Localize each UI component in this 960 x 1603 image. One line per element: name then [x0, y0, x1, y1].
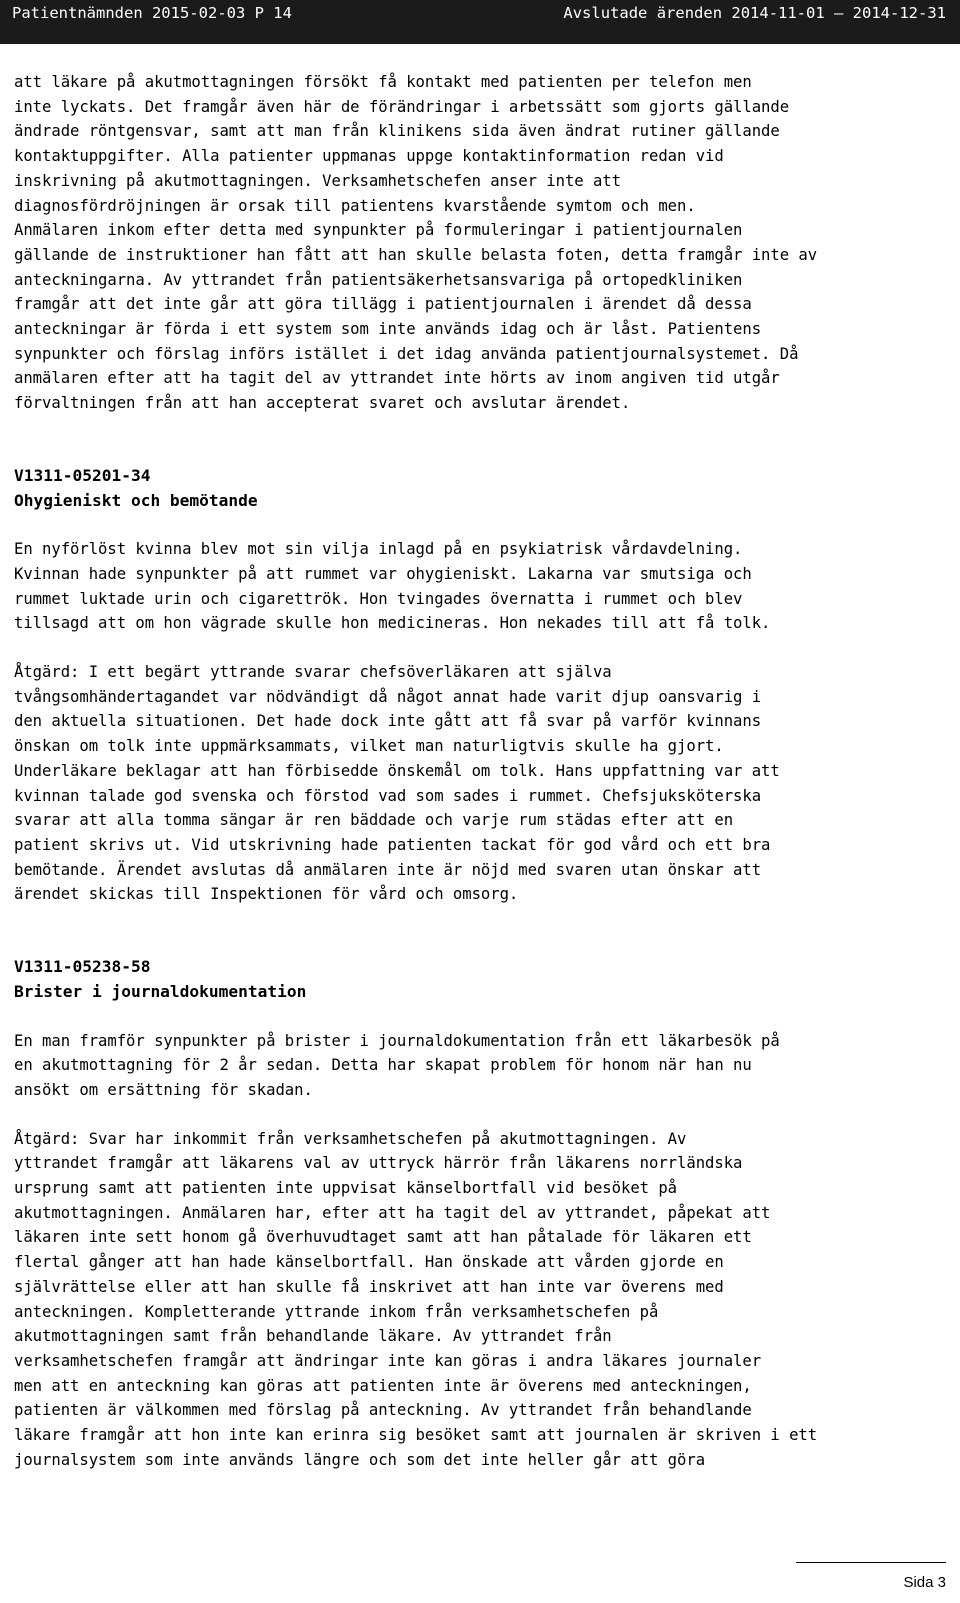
page-footer	[796, 1562, 946, 1589]
case-action: Åtgärd: Svar har inkommit från verksamhetschefen på akutmottagningen. Av yttrandet framgår att läkarens val av uttryck härrör från läkarens norrländska ursprung samt att patienten inte uppvisat känselbortfall vid besöket på akutmottagningen. Anmälaren har, efter att ha tagit del av yttrandet, påpekat att läkaren inte sett honom gå överhuvudtaget samt att han påtalade för läkaren ett flertal gånger att han hade känselbortfall. Han önskade att vården gjorde en självrättelse eller att han skulle få inskrivet att han inte var överens med anteckningen. Kompletterande yttrande inkom från verksamhetschefen på akutmottagningen samt från behandlande läkare. Av yttrandet från verksamhetschefen framgår att ändringar inte kan göras i andra läkares journaler men att en anteckning kan göras att patienten inte är överens med anteckningen, patienten är välkommen med förslag på anteckning. Av yttrandet från behandlande läkare framgår att hon inte kan erinra sig besöket samt att journalen är skriven i ett journalsystem som inte används längre och som det inte heller går att göra	[14, 1129, 818, 1469]
case-title: Ohygieniskt och bemötande	[14, 490, 258, 510]
spacer	[14, 1005, 914, 1029]
header-left-text: Patientnämnden 2015-02-03 P 14	[12, 4, 292, 22]
page-header	[0, 0, 960, 44]
intro-paragraph: att läkare på akutmottagningen försökt få kontakt med patienten per telefon men inte lyckats. Det framgår även här de förändringar i arbetssätt som gjorts gällande ändrade röntgensvar, samt att man från klinikens sida även ändrat rutiner gällande kontaktuppgifter. Alla patienter uppmanas uppge kontaktinformation redan vid inskrivning på akutmottagningen. Verksamhetschefen anser inte att diagnosfördröjningen är orsak till patientens kvarstående symtom och men. Anmälaren inkom efter detta med synpunkter på formuleringar i patientjournalen gällande de instruktioner han fått att han skulle belasta foten, detta framgår inte av anteckningarna. Av yttrandet från patientsäkerhetsansvariga på ortopedkliniken framgår att det inte går att göra tillägg i patientjournalen i ärendet då dessa anteckningar är förda i ett system som inte används idag och är låst. Patientens synpunkter och förslag införs istället i det idag använda patientjournalsystemet. Då anmälaren efter att ha tagit del av yttrandet inte hörts av inom angiven tid utgår förvaltningen från att han accepterat svaret och avslutar ärendet.	[14, 73, 818, 413]
spacer	[14, 416, 914, 464]
header-right-text: Avslutade ärenden 2014-11-01 – 2014-12-31	[563, 4, 946, 22]
case-id: V1311-05238-58	[14, 957, 151, 977]
spacer	[14, 636, 914, 660]
document-body	[14, 70, 914, 1472]
case-action: Åtgärd: I ett begärt yttrande svarar chefsöverläkaren att själva tvångsomhändertagandet var nödvändigt då något annat hade varit djup oansvarig i den aktuella situationen. Det hade dock inte gått att få svar på varför kvinnans önskan om tolk inte uppmärksammats, vilket man naturligtvis skulle ha gjort. Underläkare beklagar att han förbisedde önskemål om tolk. Hans uppfattning var att kvinnan talade god svenska och förstod vad som sades i rummet. Chefsjuksköterska svarar att alla tomma sängar är ren bäddade och varje rum städas efter att en patient skrivs ut. Vid utskrivning hade patienten tackat för god vård och ett bra bemötande. Ärendet avslutas då anmälaren inte är nöjd med svaren utan önskar att ärendet skickas till Inspektionen för vård och omsorg.	[14, 663, 780, 904]
case-section	[14, 955, 914, 1472]
spacer	[14, 907, 914, 955]
spacer	[14, 1103, 914, 1127]
spacer	[14, 513, 914, 537]
page-number: Sida 3	[903, 1574, 946, 1591]
case-description: En nyförlöst kvinna blev mot sin vilja inlagd på en psykiatrisk vårdavdelning. Kvinnan hade synpunkter på att rummet var ohygieniskt. Lakarna var smutsiga och rummet luktade urin och cigarettrök. Hon tvingades övernatta i rummet och blev tillsagd att om hon vägrade skulle hon medicineras. Hon nekades till att få tolk.	[14, 540, 771, 633]
case-id: V1311-05201-34	[14, 465, 151, 485]
case-title: Brister i journaldokumentation	[14, 981, 307, 1001]
case-description: En man framför synpunkter på brister i journaldokumentation från ett läkarbesök på en akutmottagning för 2 år sedan. Detta har skapat problem för honom när han nu ansökt om ersättning för skadan.	[14, 1031, 780, 1099]
case-section	[14, 464, 914, 907]
